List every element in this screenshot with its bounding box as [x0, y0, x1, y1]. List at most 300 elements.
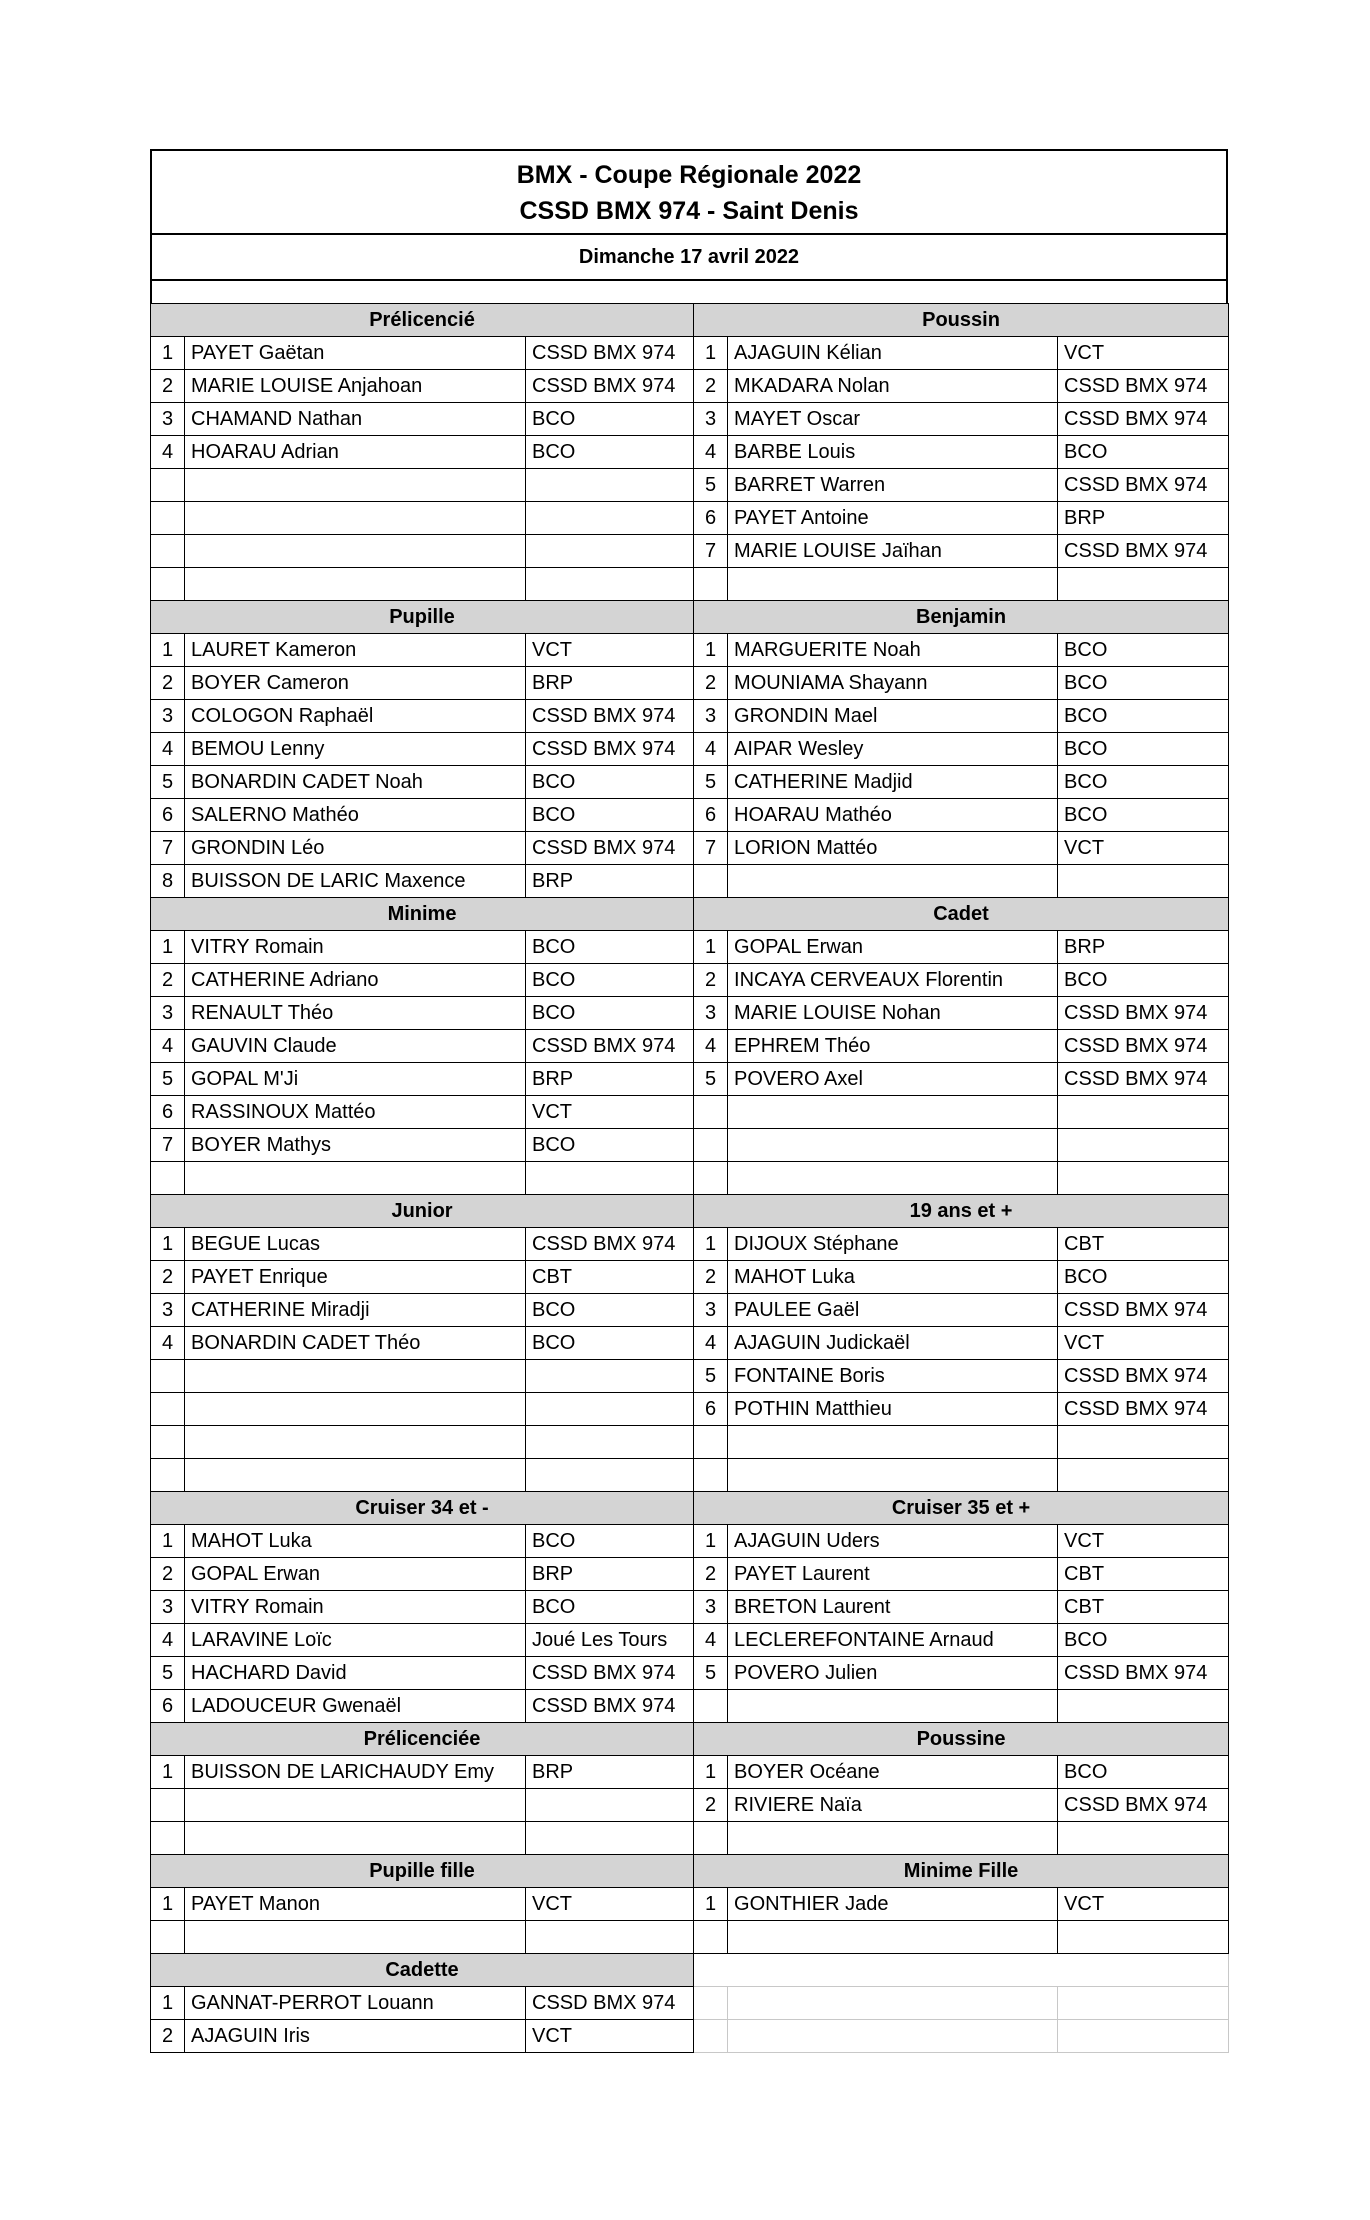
rank-cell: [151, 1426, 185, 1459]
club-cell: BCO: [526, 1525, 694, 1558]
category-title-right: Poussine: [694, 1723, 1229, 1756]
club-cell: BCO: [526, 799, 694, 832]
rider-name-cell: [185, 1789, 526, 1822]
club-cell: [1058, 1162, 1229, 1195]
club-cell: CSSD BMX 974: [526, 1657, 694, 1690]
club-cell: CBT: [1058, 1228, 1229, 1261]
rank-cell: 6: [694, 502, 728, 535]
table-row: [151, 1393, 1229, 1426]
rider-name-cell: [728, 1426, 1058, 1459]
rank-cell: 7: [151, 832, 185, 865]
rank-cell: 5: [694, 766, 728, 799]
table-row: [151, 1459, 1229, 1492]
table-row: [151, 568, 1229, 601]
rank-cell: [694, 1096, 728, 1129]
club-cell: BCO: [526, 964, 694, 997]
rank-cell: [694, 1162, 728, 1195]
category-title-left: Pupille: [151, 601, 694, 634]
club-cell: CSSD BMX 974: [526, 700, 694, 733]
rank-cell: 2: [151, 964, 185, 997]
club-cell: BCO: [526, 1327, 694, 1360]
club-cell: BCO: [526, 436, 694, 469]
club-cell: [1058, 568, 1229, 601]
rank-cell: [151, 535, 185, 568]
rank-cell: 2: [151, 1558, 185, 1591]
rider-name-cell: CATHERINE Miradji: [185, 1294, 526, 1327]
rider-name-cell: [185, 1426, 526, 1459]
club-cell: [1058, 1129, 1229, 1162]
table-row: [151, 1261, 1229, 1294]
club-cell: CSSD BMX 974: [526, 337, 694, 370]
club-cell: BRP: [526, 865, 694, 898]
club-cell: [1058, 1096, 1229, 1129]
rank-cell: 1: [151, 1987, 185, 2020]
rank-cell: 3: [151, 700, 185, 733]
club-cell: CBT: [1058, 1591, 1229, 1624]
rank-cell: 5: [151, 1063, 185, 1096]
empty-cell: [728, 1987, 1058, 2020]
club-cell: BCO: [526, 403, 694, 436]
club-cell: VCT: [1058, 1888, 1229, 1921]
rank-cell: 6: [694, 1393, 728, 1426]
category-title-left: Minime: [151, 898, 694, 931]
rider-name-cell: CHAMAND Nathan: [185, 403, 526, 436]
category-header-row: [151, 1195, 1229, 1228]
empty-cell: [728, 2020, 1058, 2053]
club-cell: [526, 502, 694, 535]
club-cell: CSSD BMX 974: [526, 1228, 694, 1261]
rider-name-cell: POTHIN Matthieu: [728, 1393, 1058, 1426]
table-row: [151, 1525, 1229, 1558]
rank-cell: 5: [694, 1657, 728, 1690]
club-cell: [526, 469, 694, 502]
rank-cell: 4: [151, 1030, 185, 1063]
club-cell: BCO: [526, 997, 694, 1030]
table-row: [151, 1294, 1229, 1327]
club-cell: CSSD BMX 974: [526, 370, 694, 403]
table-row: [151, 931, 1229, 964]
category-title-right: Poussin: [694, 304, 1229, 337]
category-title-right: Cruiser 35 et +: [694, 1492, 1229, 1525]
rank-cell: 4: [694, 1624, 728, 1657]
rider-name-cell: MARGUERITE Noah: [728, 634, 1058, 667]
rank-cell: 1: [694, 1228, 728, 1261]
rank-cell: [694, 865, 728, 898]
category-header-row: [151, 601, 1229, 634]
rider-name-cell: [185, 1162, 526, 1195]
rank-cell: 2: [694, 964, 728, 997]
rank-cell: 2: [694, 1261, 728, 1294]
rank-cell: 4: [151, 436, 185, 469]
club-cell: CSSD BMX 974: [1058, 1360, 1229, 1393]
rider-name-cell: BUISSON DE LARIC Maxence: [185, 865, 526, 898]
club-cell: VCT: [526, 634, 694, 667]
rider-name-cell: GONTHIER Jade: [728, 1888, 1058, 1921]
empty-cell: [694, 1987, 728, 2020]
rider-name-cell: BOYER Océane: [728, 1756, 1058, 1789]
rider-name-cell: LECLEREFONTAINE Arnaud: [728, 1624, 1058, 1657]
club-cell: VCT: [1058, 1525, 1229, 1558]
club-cell: VCT: [526, 1096, 694, 1129]
club-cell: BCO: [526, 1591, 694, 1624]
table-row: [151, 1591, 1229, 1624]
rider-name-cell: GRONDIN Léo: [185, 832, 526, 865]
table-row: [151, 2020, 1229, 2053]
category-header-row: [151, 304, 1229, 337]
rider-name-cell: [728, 568, 1058, 601]
category-header-row: [151, 1855, 1229, 1888]
club-cell: CSSD BMX 974: [1058, 1789, 1229, 1822]
club-cell: [526, 1822, 694, 1855]
rank-cell: 2: [694, 1558, 728, 1591]
rider-name-cell: PAYET Enrique: [185, 1261, 526, 1294]
rider-name-cell: PAYET Laurent: [728, 1558, 1058, 1591]
results-table: [150, 303, 1229, 2053]
table-row: [151, 535, 1229, 568]
rider-name-cell: CATHERINE Adriano: [185, 964, 526, 997]
rider-name-cell: [728, 1459, 1058, 1492]
table-row: [151, 1690, 1229, 1723]
club-cell: BCO: [526, 1129, 694, 1162]
club-cell: BCO: [1058, 1756, 1229, 1789]
table-row: [151, 403, 1229, 436]
table-row: [151, 1987, 1229, 2020]
rider-name-cell: [728, 1690, 1058, 1723]
table-row: [151, 1162, 1229, 1195]
rider-name-cell: BOYER Cameron: [185, 667, 526, 700]
table-row: [151, 1327, 1229, 1360]
club-cell: BRP: [1058, 502, 1229, 535]
rider-name-cell: DIJOUX Stéphane: [728, 1228, 1058, 1261]
rank-cell: 2: [151, 2020, 185, 2053]
rank-cell: 6: [694, 799, 728, 832]
rider-name-cell: LARAVINE Loïc: [185, 1624, 526, 1657]
rider-name-cell: MARIE LOUISE Nohan: [728, 997, 1058, 1030]
club-cell: [526, 1162, 694, 1195]
rider-name-cell: [728, 1162, 1058, 1195]
rider-name-cell: PAYET Manon: [185, 1888, 526, 1921]
club-cell: CSSD BMX 974: [1058, 469, 1229, 502]
club-cell: BCO: [526, 931, 694, 964]
rank-cell: 4: [151, 1327, 185, 1360]
category-title-left: Prélicencié: [151, 304, 694, 337]
club-cell: CSSD BMX 974: [1058, 997, 1229, 1030]
club-cell: CSSD BMX 974: [526, 832, 694, 865]
rank-cell: [694, 1690, 728, 1723]
club-cell: VCT: [1058, 832, 1229, 865]
category-title-right: Minime Fille: [694, 1855, 1229, 1888]
club-cell: CSSD BMX 974: [1058, 1030, 1229, 1063]
rider-name-cell: GOPAL Erwan: [185, 1558, 526, 1591]
category-title-right: Cadet: [694, 898, 1229, 931]
club-cell: [526, 1921, 694, 1954]
rider-name-cell: FONTAINE Boris: [728, 1360, 1058, 1393]
rider-name-cell: POVERO Axel: [728, 1063, 1058, 1096]
document-header: [150, 149, 1228, 233]
rank-cell: 3: [151, 403, 185, 436]
rank-cell: 3: [151, 1294, 185, 1327]
club-cell: [526, 1459, 694, 1492]
rider-name-cell: BEMOU Lenny: [185, 733, 526, 766]
club-cell: [526, 535, 694, 568]
rank-cell: 6: [151, 1096, 185, 1129]
table-row: [151, 1921, 1229, 1954]
club-cell: BCO: [1058, 766, 1229, 799]
rider-name-cell: BONARDIN CADET Théo: [185, 1327, 526, 1360]
rider-name-cell: MARIE LOUISE Jaïhan: [728, 535, 1058, 568]
rank-cell: 3: [694, 1294, 728, 1327]
rank-cell: 3: [694, 997, 728, 1030]
rank-cell: 1: [694, 1888, 728, 1921]
rank-cell: [694, 1822, 728, 1855]
club-cell: BRP: [526, 1756, 694, 1789]
rider-name-cell: RIVIERE Naïa: [728, 1789, 1058, 1822]
table-row: [151, 865, 1229, 898]
club-cell: BCO: [1058, 667, 1229, 700]
club-cell: [526, 568, 694, 601]
rider-name-cell: HACHARD David: [185, 1657, 526, 1690]
club-cell: BCO: [1058, 1261, 1229, 1294]
table-row: [151, 1030, 1229, 1063]
rank-cell: 4: [694, 436, 728, 469]
rank-cell: [151, 1360, 185, 1393]
rank-cell: 2: [694, 370, 728, 403]
club-cell: VCT: [1058, 1327, 1229, 1360]
rider-name-cell: RASSINOUX Mattéo: [185, 1096, 526, 1129]
club-cell: [1058, 1921, 1229, 1954]
rider-name-cell: [185, 1360, 526, 1393]
club-cell: CSSD BMX 974: [526, 1030, 694, 1063]
rank-cell: 3: [151, 997, 185, 1030]
club-cell: VCT: [526, 2020, 694, 2053]
rider-name-cell: [185, 1822, 526, 1855]
rider-name-cell: [185, 1393, 526, 1426]
club-cell: CSSD BMX 974: [1058, 1294, 1229, 1327]
rider-name-cell: MAHOT Luka: [728, 1261, 1058, 1294]
rider-name-cell: COLOGON Raphaël: [185, 700, 526, 733]
rider-name-cell: POVERO Julien: [728, 1657, 1058, 1690]
rider-name-cell: VITRY Romain: [185, 931, 526, 964]
table-row: [151, 502, 1229, 535]
club-cell: BCO: [1058, 733, 1229, 766]
rider-name-cell: [185, 1921, 526, 1954]
rank-cell: [151, 1921, 185, 1954]
club-cell: BRP: [526, 667, 694, 700]
rider-name-cell: AJAGUIN Uders: [728, 1525, 1058, 1558]
rider-name-cell: [728, 1129, 1058, 1162]
rider-name-cell: HOARAU Adrian: [185, 436, 526, 469]
club-cell: BRP: [1058, 931, 1229, 964]
rider-name-cell: AJAGUIN Kélian: [728, 337, 1058, 370]
rank-cell: [151, 1162, 185, 1195]
rank-cell: 3: [694, 1591, 728, 1624]
club-cell: [1058, 865, 1229, 898]
table-row: [151, 832, 1229, 865]
table-row: [151, 1096, 1229, 1129]
rank-cell: 6: [151, 799, 185, 832]
table-row: [151, 667, 1229, 700]
club-cell: VCT: [1058, 337, 1229, 370]
rank-cell: [151, 568, 185, 601]
category-title-left: Junior: [151, 1195, 694, 1228]
rider-name-cell: GRONDIN Mael: [728, 700, 1058, 733]
rider-name-cell: GOPAL Erwan: [728, 931, 1058, 964]
club-cell: [1058, 1426, 1229, 1459]
category-title-right: 19 ans et +: [694, 1195, 1229, 1228]
category-header-row: [151, 898, 1229, 931]
category-title-left: Cruiser 34 et -: [151, 1492, 694, 1525]
rider-name-cell: PAULEE Gaël: [728, 1294, 1058, 1327]
table-row: [151, 1360, 1229, 1393]
rider-name-cell: AJAGUIN Judickaël: [728, 1327, 1058, 1360]
table-row: [151, 1657, 1229, 1690]
rank-cell: 1: [694, 1525, 728, 1558]
club-cell: BCO: [526, 1294, 694, 1327]
rider-name-cell: BONARDIN CADET Noah: [185, 766, 526, 799]
rank-cell: 1: [151, 931, 185, 964]
club-cell: CSSD BMX 974: [526, 1690, 694, 1723]
club-cell: CSSD BMX 974: [1058, 1657, 1229, 1690]
category-header-row: [151, 1723, 1229, 1756]
rider-name-cell: [185, 568, 526, 601]
rank-cell: 4: [151, 733, 185, 766]
club-cell: CSSD BMX 974: [1058, 403, 1229, 436]
rank-cell: 1: [694, 931, 728, 964]
club-cell: CSSD BMX 974: [1058, 1063, 1229, 1096]
rank-cell: 1: [694, 337, 728, 370]
rank-cell: 1: [151, 1228, 185, 1261]
rider-name-cell: [728, 1921, 1058, 1954]
rider-name-cell: [185, 535, 526, 568]
rank-cell: 2: [151, 667, 185, 700]
club-cell: BRP: [526, 1558, 694, 1591]
rider-name-cell: VITRY Romain: [185, 1591, 526, 1624]
club-cell: VCT: [526, 1888, 694, 1921]
category-header-row: [151, 1492, 1229, 1525]
rider-name-cell: [728, 1096, 1058, 1129]
rank-cell: 3: [694, 403, 728, 436]
rider-name-cell: [728, 1822, 1058, 1855]
rank-cell: 1: [151, 1888, 185, 1921]
rider-name-cell: RENAULT Théo: [185, 997, 526, 1030]
rank-cell: 6: [151, 1690, 185, 1723]
rider-name-cell: [728, 865, 1058, 898]
table-row: [151, 337, 1229, 370]
rank-cell: 1: [694, 634, 728, 667]
rank-cell: 5: [694, 1360, 728, 1393]
category-title-right: Benjamin: [694, 601, 1229, 634]
rider-name-cell: GANNAT-PERROT Louann: [185, 1987, 526, 2020]
rank-cell: [151, 502, 185, 535]
rank-cell: [694, 1921, 728, 1954]
event-date: Dimanche 17 avril 2022: [150, 233, 1228, 281]
rank-cell: 5: [151, 766, 185, 799]
table-row: [151, 997, 1229, 1030]
club-cell: [526, 1360, 694, 1393]
table-row: [151, 1228, 1229, 1261]
rank-cell: 1: [694, 1756, 728, 1789]
table-row: [151, 799, 1229, 832]
rank-cell: 2: [694, 667, 728, 700]
rider-name-cell: LAURET Kameron: [185, 634, 526, 667]
club-cell: BRP: [526, 1063, 694, 1096]
table-row: [151, 370, 1229, 403]
rider-name-cell: LADOUCEUR Gwenaël: [185, 1690, 526, 1723]
rider-name-cell: PAYET Antoine: [728, 502, 1058, 535]
rank-cell: 1: [151, 634, 185, 667]
table-row: [151, 1558, 1229, 1591]
table-row: [151, 1426, 1229, 1459]
table-row: [151, 1129, 1229, 1162]
rank-cell: 5: [151, 1657, 185, 1690]
rider-name-cell: EPHREM Théo: [728, 1030, 1058, 1063]
rank-cell: [694, 568, 728, 601]
rider-name-cell: BARRET Warren: [728, 469, 1058, 502]
rank-cell: 7: [151, 1129, 185, 1162]
club-cell: BCO: [1058, 700, 1229, 733]
club-cell: [526, 1426, 694, 1459]
rank-cell: [151, 1459, 185, 1492]
club-cell: BCO: [1058, 799, 1229, 832]
table-row: [151, 700, 1229, 733]
event-venue: CSSD BMX 974 - Saint Denis: [519, 197, 859, 225]
rank-cell: [694, 1129, 728, 1162]
table-row: [151, 634, 1229, 667]
rank-cell: 8: [151, 865, 185, 898]
rank-cell: 1: [151, 1525, 185, 1558]
rider-name-cell: GOPAL M'Ji: [185, 1063, 526, 1096]
category-header-row: [151, 1954, 1229, 1987]
rank-cell: 3: [694, 700, 728, 733]
club-cell: BCO: [1058, 436, 1229, 469]
category-title-left: Pupille fille: [151, 1855, 694, 1888]
rank-cell: 3: [151, 1591, 185, 1624]
rank-cell: 2: [151, 1261, 185, 1294]
rider-name-cell: HOARAU Mathéo: [728, 799, 1058, 832]
rider-name-cell: MAYET Oscar: [728, 403, 1058, 436]
rank-cell: 1: [151, 1756, 185, 1789]
rank-cell: [694, 1426, 728, 1459]
table-row: [151, 1756, 1229, 1789]
club-cell: CSSD BMX 974: [1058, 535, 1229, 568]
rider-name-cell: [185, 502, 526, 535]
club-cell: [526, 1789, 694, 1822]
rider-name-cell: AIPAR Wesley: [728, 733, 1058, 766]
table-row: [151, 1789, 1229, 1822]
table-row: [151, 766, 1229, 799]
club-cell: CSSD BMX 974: [1058, 1393, 1229, 1426]
table-row: [151, 964, 1229, 997]
table-row: [151, 1888, 1229, 1921]
rider-name-cell: BEGUE Lucas: [185, 1228, 526, 1261]
table-row: [151, 436, 1229, 469]
rider-name-cell: MKADARA Nolan: [728, 370, 1058, 403]
club-cell: [1058, 1822, 1229, 1855]
club-cell: CBT: [1058, 1558, 1229, 1591]
event-title: BMX - Coupe Régionale 2022: [516, 161, 862, 189]
club-cell: BCO: [526, 766, 694, 799]
empty-cell: [694, 1954, 1229, 1987]
rider-name-cell: LORION Mattéo: [728, 832, 1058, 865]
club-cell: CSSD BMX 974: [1058, 370, 1229, 403]
rank-cell: 7: [694, 832, 728, 865]
rider-name-cell: BUISSON DE LARICHAUDY Emy: [185, 1756, 526, 1789]
rider-name-cell: MARIE LOUISE Anjahoan: [185, 370, 526, 403]
rank-cell: 2: [151, 370, 185, 403]
club-cell: [1058, 1690, 1229, 1723]
rank-cell: 5: [694, 469, 728, 502]
rank-cell: 4: [151, 1624, 185, 1657]
